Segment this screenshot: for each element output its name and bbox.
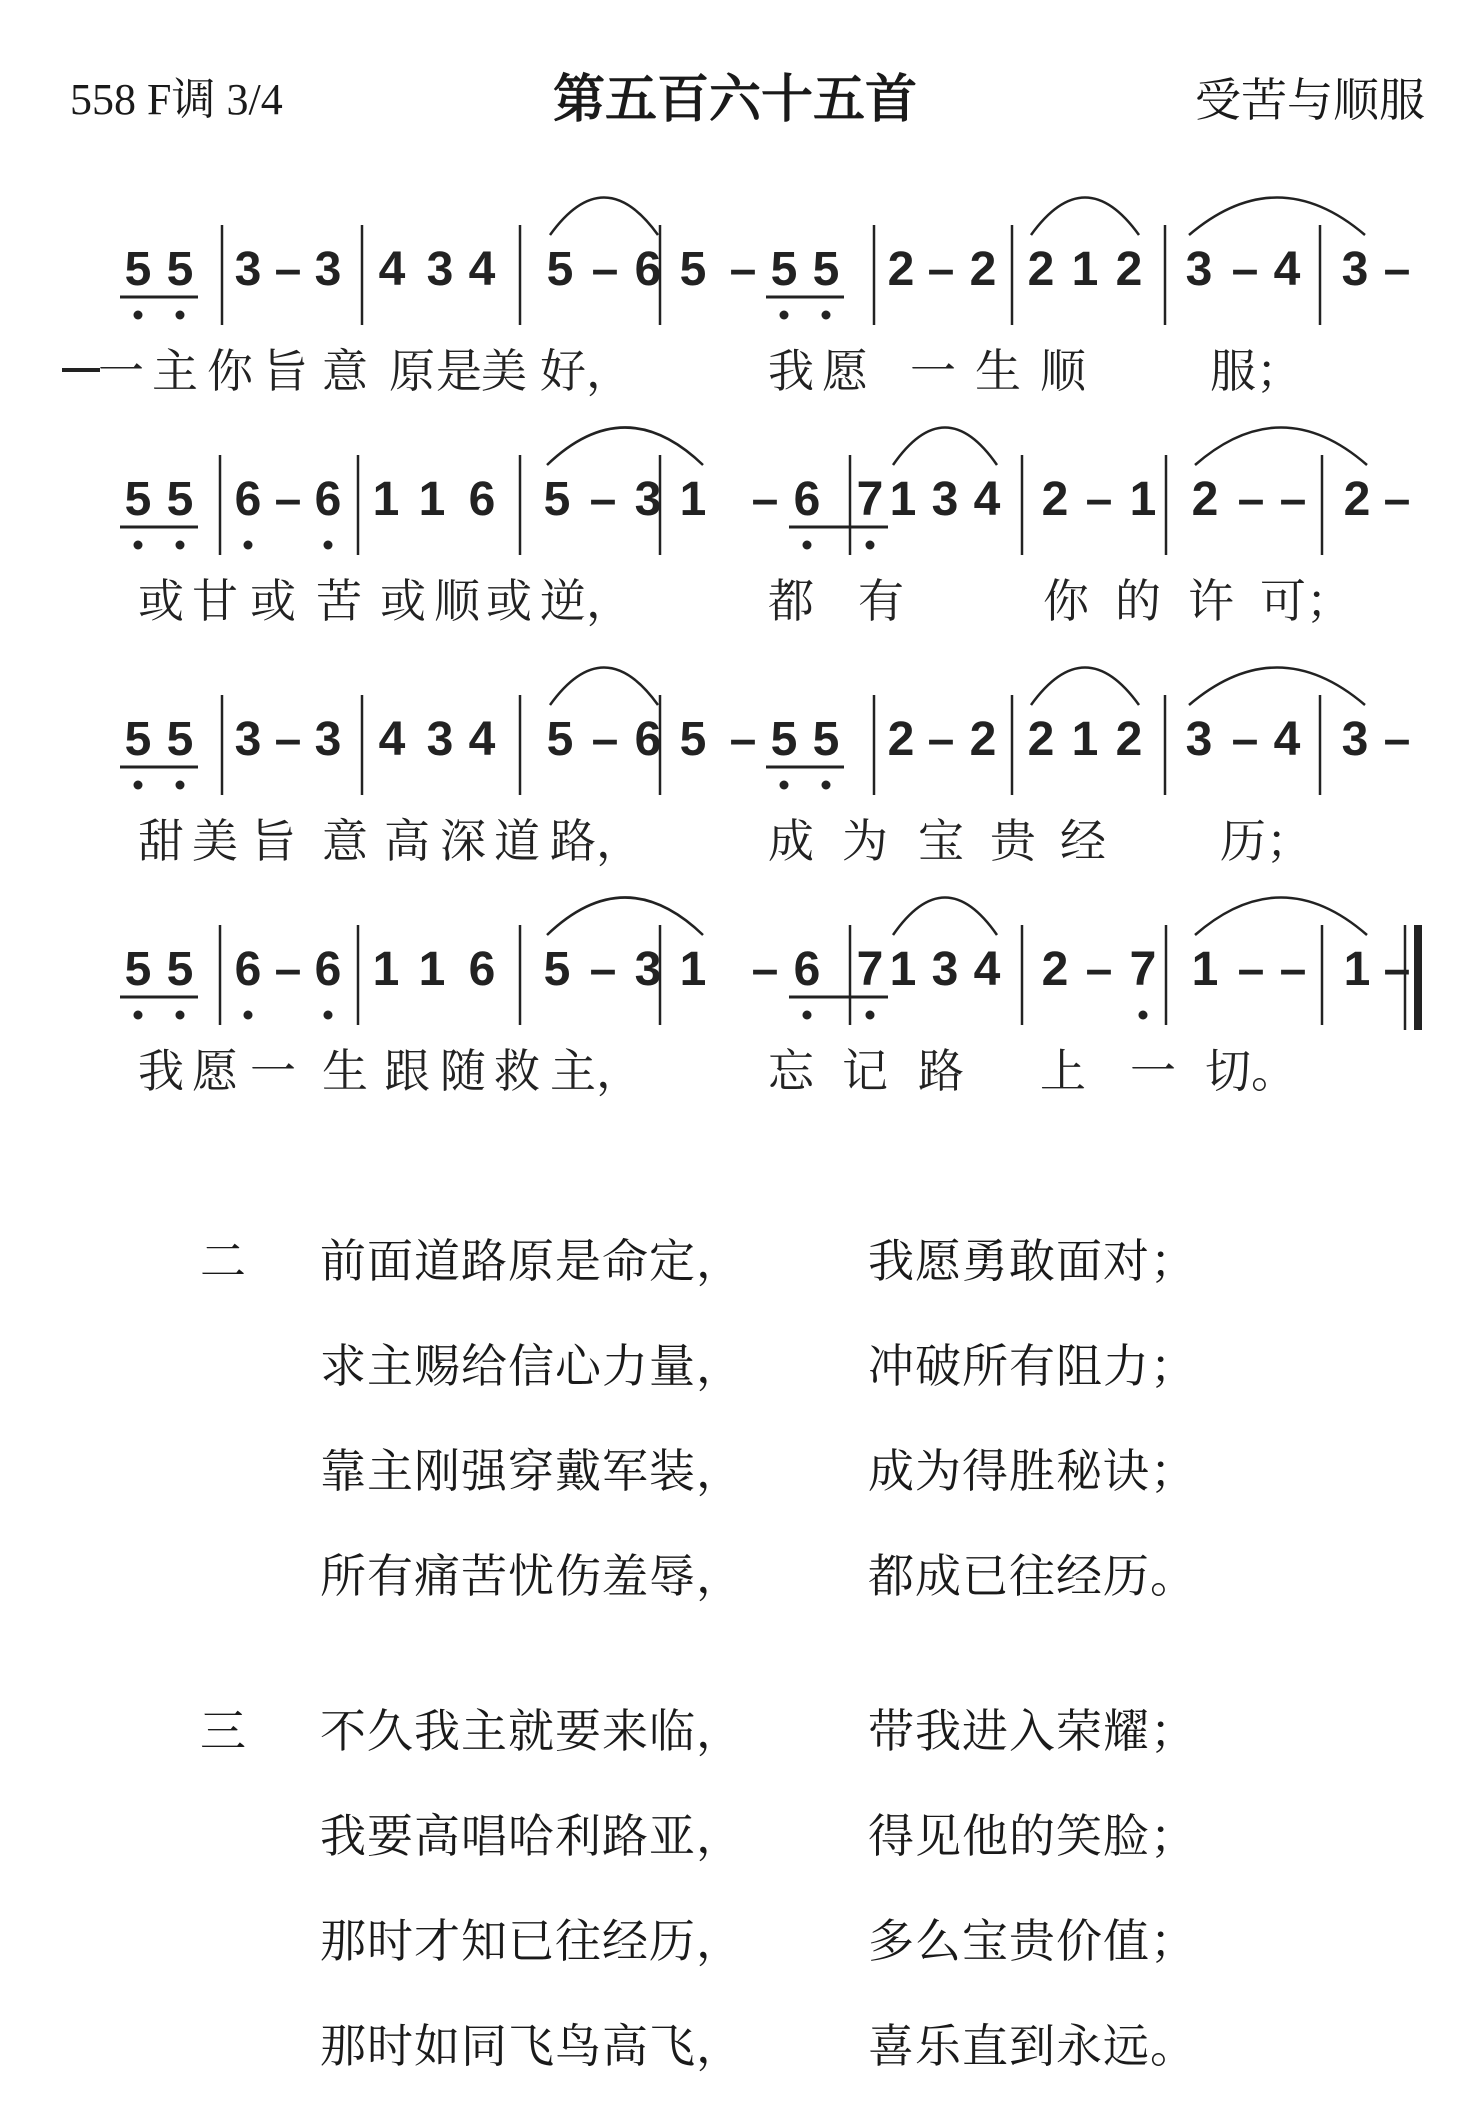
hold-dash: – [1279, 943, 1307, 996]
note-1: 1 [889, 473, 917, 526]
note-7: 7 [1129, 943, 1157, 996]
note-6: 6 [468, 943, 496, 996]
lyric-syllable: 道 [494, 814, 540, 868]
low-octave-dot [780, 311, 789, 320]
lyric-syllable: 你 [207, 344, 253, 398]
note-4: 4 [378, 243, 406, 296]
note-1: 1 [1191, 943, 1219, 996]
note-2: 2 [1115, 243, 1143, 296]
note-5: 5 [124, 473, 152, 526]
lyric-syllable: 甘 [192, 574, 238, 628]
low-octave-dot [1139, 1011, 1148, 1020]
hold-dash: – [1383, 243, 1411, 296]
low-octave-dot [176, 1011, 185, 1020]
hold-dash: – [1237, 473, 1265, 526]
verse-line: 得见他的笑脸； [868, 1809, 1197, 1863]
lyric-syllable: 救 [494, 1044, 540, 1098]
verse-line: 带我进入荣耀； [868, 1704, 1197, 1758]
note-2: 2 [1041, 473, 1069, 526]
lyric-syllable: 一 [98, 344, 144, 398]
slur [547, 898, 703, 936]
hold-dash: – [1085, 473, 1113, 526]
note-5: 5 [166, 943, 194, 996]
note-5: 5 [166, 243, 194, 296]
lyric-syllable: 我 [768, 344, 814, 398]
lyric-syllable: 主 [152, 344, 198, 398]
lyric-syllable: 有 [858, 574, 904, 628]
low-octave-dot [866, 1011, 875, 1020]
low-octave-dot [134, 311, 143, 320]
note-1: 1 [1343, 943, 1371, 996]
note-6: 6 [234, 473, 262, 526]
low-octave-dot [244, 1011, 253, 1020]
hold-dash: – [729, 243, 757, 296]
lyric-syllable: 好， [540, 344, 632, 398]
verse-line: 我要高唱哈利路亚， [320, 1809, 743, 1863]
slur [893, 428, 997, 466]
hold-dash: – [274, 243, 302, 296]
note-1: 1 [418, 473, 446, 526]
lyric-syllable: 贵 [990, 814, 1036, 868]
verse-line: 冲破所有阻力； [868, 1339, 1197, 1393]
verse-line: 靠主刚强穿戴军装， [320, 1444, 743, 1498]
note-5: 5 [812, 713, 840, 766]
lyric-syllable: 你 [1043, 574, 1089, 628]
low-octave-dot [134, 781, 143, 790]
lyric-syllable: 为 [842, 814, 888, 868]
slur [1195, 898, 1367, 936]
note-2: 2 [1343, 473, 1371, 526]
low-octave-dot [134, 541, 143, 550]
slur [1189, 198, 1365, 236]
note-1: 1 [418, 943, 446, 996]
lyric-syllable: 路 [918, 1044, 964, 1098]
verse-line: 那时如同飞鸟高飞， [320, 2019, 743, 2073]
lyric-syllable: 一 [250, 1044, 296, 1098]
note-5: 5 [770, 243, 798, 296]
lyric-syllable: 或 [380, 574, 426, 628]
note-4: 4 [973, 943, 1001, 996]
note-6: 6 [634, 713, 662, 766]
note-6: 6 [793, 943, 821, 996]
hold-dash: – [1231, 243, 1259, 296]
note-1: 1 [679, 943, 707, 996]
hold-dash: – [274, 943, 302, 996]
lyric-syllable: 意 [322, 814, 368, 868]
hold-dash: – [274, 713, 302, 766]
lyric-syllable: 记 [842, 1044, 888, 1098]
note-1: 1 [1071, 243, 1099, 296]
note-7: 7 [856, 473, 884, 526]
lyric-syllable: 我 [138, 1044, 184, 1098]
note-5: 5 [679, 243, 707, 296]
note-6: 6 [634, 243, 662, 296]
lyric-syllable: 愿 [822, 344, 868, 398]
lyric-syllable: 旨 [262, 344, 308, 398]
slur [1195, 428, 1367, 466]
note-1: 1 [889, 943, 917, 996]
lyric-syllable: 意 [322, 344, 368, 398]
lyric-syllable: 可； [1260, 574, 1352, 628]
note-5: 5 [812, 243, 840, 296]
note-3: 3 [1341, 243, 1369, 296]
slur [893, 898, 997, 936]
lyric-syllable: 美 [481, 344, 527, 398]
hold-dash: – [1383, 943, 1411, 996]
lyric-syllable: 愿 [192, 1044, 238, 1098]
note-3: 3 [314, 713, 342, 766]
note-6: 6 [468, 473, 496, 526]
hold-dash: – [1383, 473, 1411, 526]
note-1: 1 [1129, 473, 1157, 526]
verse-line: 所有痛苦忧伤羞辱， [320, 1549, 743, 1603]
hold-dash: – [589, 943, 617, 996]
note-2: 2 [1027, 713, 1055, 766]
note-3: 3 [931, 473, 959, 526]
note-4: 4 [973, 473, 1001, 526]
note-6: 6 [234, 943, 262, 996]
slur [547, 428, 703, 466]
note-5: 5 [124, 943, 152, 996]
lyric-syllable: 苦 [316, 574, 362, 628]
low-octave-dot [324, 1011, 333, 1020]
note-2: 2 [1191, 473, 1219, 526]
hold-dash: – [589, 473, 617, 526]
note-5: 5 [679, 713, 707, 766]
hold-dash: – [751, 473, 779, 526]
lyric-syllable: 许 [1188, 574, 1234, 628]
low-octave-dot [176, 311, 185, 320]
note-1: 1 [372, 943, 400, 996]
note-1: 1 [679, 473, 707, 526]
note-3: 3 [314, 243, 342, 296]
note-6: 6 [793, 473, 821, 526]
note-3: 3 [1185, 243, 1213, 296]
lyric-syllable: 随 [440, 1044, 486, 1098]
lyric-syllable: 或 [250, 574, 296, 628]
low-octave-dot [822, 781, 831, 790]
low-octave-dot [866, 541, 875, 550]
verse-line: 不久我主就要来临， [320, 1704, 743, 1758]
note-7: 7 [856, 943, 884, 996]
note-4: 4 [1273, 243, 1301, 296]
lyric-syllable: 顺 [1040, 344, 1086, 398]
verse-line: 喜乐直到永远。 [868, 2019, 1197, 2073]
lyric-syllable: 历； [1220, 814, 1312, 868]
note-3: 3 [426, 713, 454, 766]
lyric-syllable: 一 [910, 344, 956, 398]
verse-line: 前面道路原是命定， [320, 1234, 743, 1288]
note-2: 2 [1041, 943, 1069, 996]
low-octave-dot [324, 541, 333, 550]
note-2: 2 [1115, 713, 1143, 766]
verse-line: 多么宝贵价值； [868, 1914, 1197, 1968]
lyric-syllable: 或 [138, 574, 184, 628]
hold-dash: – [927, 713, 955, 766]
note-3: 3 [234, 243, 262, 296]
low-octave-dot [803, 541, 812, 550]
hold-dash: – [591, 243, 619, 296]
note-5: 5 [546, 713, 574, 766]
lyric-syllable: 成 [768, 814, 814, 868]
hymn-title: 第五百六十五首 [552, 70, 917, 130]
hold-dash: – [729, 713, 757, 766]
low-octave-dot [780, 781, 789, 790]
note-5: 5 [546, 243, 574, 296]
hold-dash: – [1237, 943, 1265, 996]
note-2: 2 [969, 243, 997, 296]
note-2: 2 [887, 713, 915, 766]
note-3: 3 [234, 713, 262, 766]
verse-line: 那时才知已往经历， [320, 1914, 743, 1968]
note-3: 3 [634, 473, 662, 526]
note-2: 2 [969, 713, 997, 766]
note-5: 5 [166, 473, 194, 526]
slur [1031, 668, 1139, 706]
lyric-syllable: 路， [550, 814, 642, 868]
note-4: 4 [378, 713, 406, 766]
lyric-syllable: 一 [1130, 1044, 1176, 1098]
note-5: 5 [166, 713, 194, 766]
note-4: 4 [468, 243, 496, 296]
verse-number: 二 [200, 1234, 246, 1288]
note-6: 6 [314, 943, 342, 996]
note-6: 6 [314, 473, 342, 526]
hold-dash: – [1383, 713, 1411, 766]
slur [1189, 668, 1365, 706]
hold-dash: – [927, 243, 955, 296]
note-2: 2 [887, 243, 915, 296]
hold-dash: – [591, 713, 619, 766]
low-octave-dot [176, 541, 185, 550]
lyric-syllable: 切。 [1205, 1044, 1297, 1098]
hold-dash: – [1085, 943, 1113, 996]
low-octave-dot [134, 1011, 143, 1020]
lyric-syllable: 的 [1115, 574, 1161, 628]
slur [550, 198, 658, 236]
note-3: 3 [1341, 713, 1369, 766]
hymn-theme: 受苦与顺服 [1195, 73, 1425, 127]
lyric-syllable: 原 [389, 344, 435, 398]
note-2: 2 [1027, 243, 1055, 296]
lyric-syllable: 高 [384, 814, 430, 868]
low-octave-dot [176, 781, 185, 790]
lyric-syllable: 主， [550, 1044, 642, 1098]
lyric-syllable: 跟 [384, 1044, 430, 1098]
hold-dash: – [751, 943, 779, 996]
verse-line: 都成已往经历。 [868, 1549, 1197, 1603]
low-octave-dot [803, 1011, 812, 1020]
verse-line: 我愿勇敢面对； [868, 1234, 1197, 1288]
note-5: 5 [124, 243, 152, 296]
note-3: 3 [634, 943, 662, 996]
note-4: 4 [1273, 713, 1301, 766]
low-octave-dot [822, 311, 831, 320]
note-1: 1 [1071, 713, 1099, 766]
note-3: 3 [1185, 713, 1213, 766]
note-4: 4 [468, 713, 496, 766]
low-octave-dot [244, 541, 253, 550]
lyric-syllable: 经 [1060, 814, 1106, 868]
note-5: 5 [543, 943, 571, 996]
note-3: 3 [931, 943, 959, 996]
hold-dash: – [274, 473, 302, 526]
verse-line: 求主赐给信心力量， [320, 1339, 743, 1393]
note-5: 5 [124, 713, 152, 766]
lyric-syllable: 生 [975, 344, 1021, 398]
lyric-syllable: 宝 [918, 814, 964, 868]
lyric-syllable: 都 [768, 574, 814, 628]
lyric-syllable: 逆， [540, 574, 632, 628]
verse-line: 成为得胜秘诀； [868, 1444, 1197, 1498]
note-5: 5 [543, 473, 571, 526]
verse-number: 三 [200, 1704, 246, 1758]
lyric-syllable: 旨 [250, 814, 296, 868]
slur [550, 668, 658, 706]
lyric-syllable: 美 [192, 814, 238, 868]
lyric-syllable: 服； [1210, 344, 1302, 398]
slur [1031, 198, 1139, 236]
lyric-syllable: 忘 [768, 1044, 814, 1098]
hold-dash: – [1279, 473, 1307, 526]
lyric-syllable: 或 [486, 574, 532, 628]
lyric-syllable: 生 [322, 1044, 368, 1098]
lyric-syllable: 是 [436, 344, 482, 398]
note-3: 3 [426, 243, 454, 296]
note-5: 5 [770, 713, 798, 766]
note-1: 1 [372, 473, 400, 526]
hold-dash: – [1231, 713, 1259, 766]
lyric-syllable: 上 [1040, 1044, 1086, 1098]
hymn-number-key-time: 558 F调 3/4 [70, 75, 283, 124]
lyric-syllable: 甜 [138, 814, 184, 868]
lyric-syllable: 顺 [434, 574, 480, 628]
lyric-syllable: 深 [440, 814, 486, 868]
